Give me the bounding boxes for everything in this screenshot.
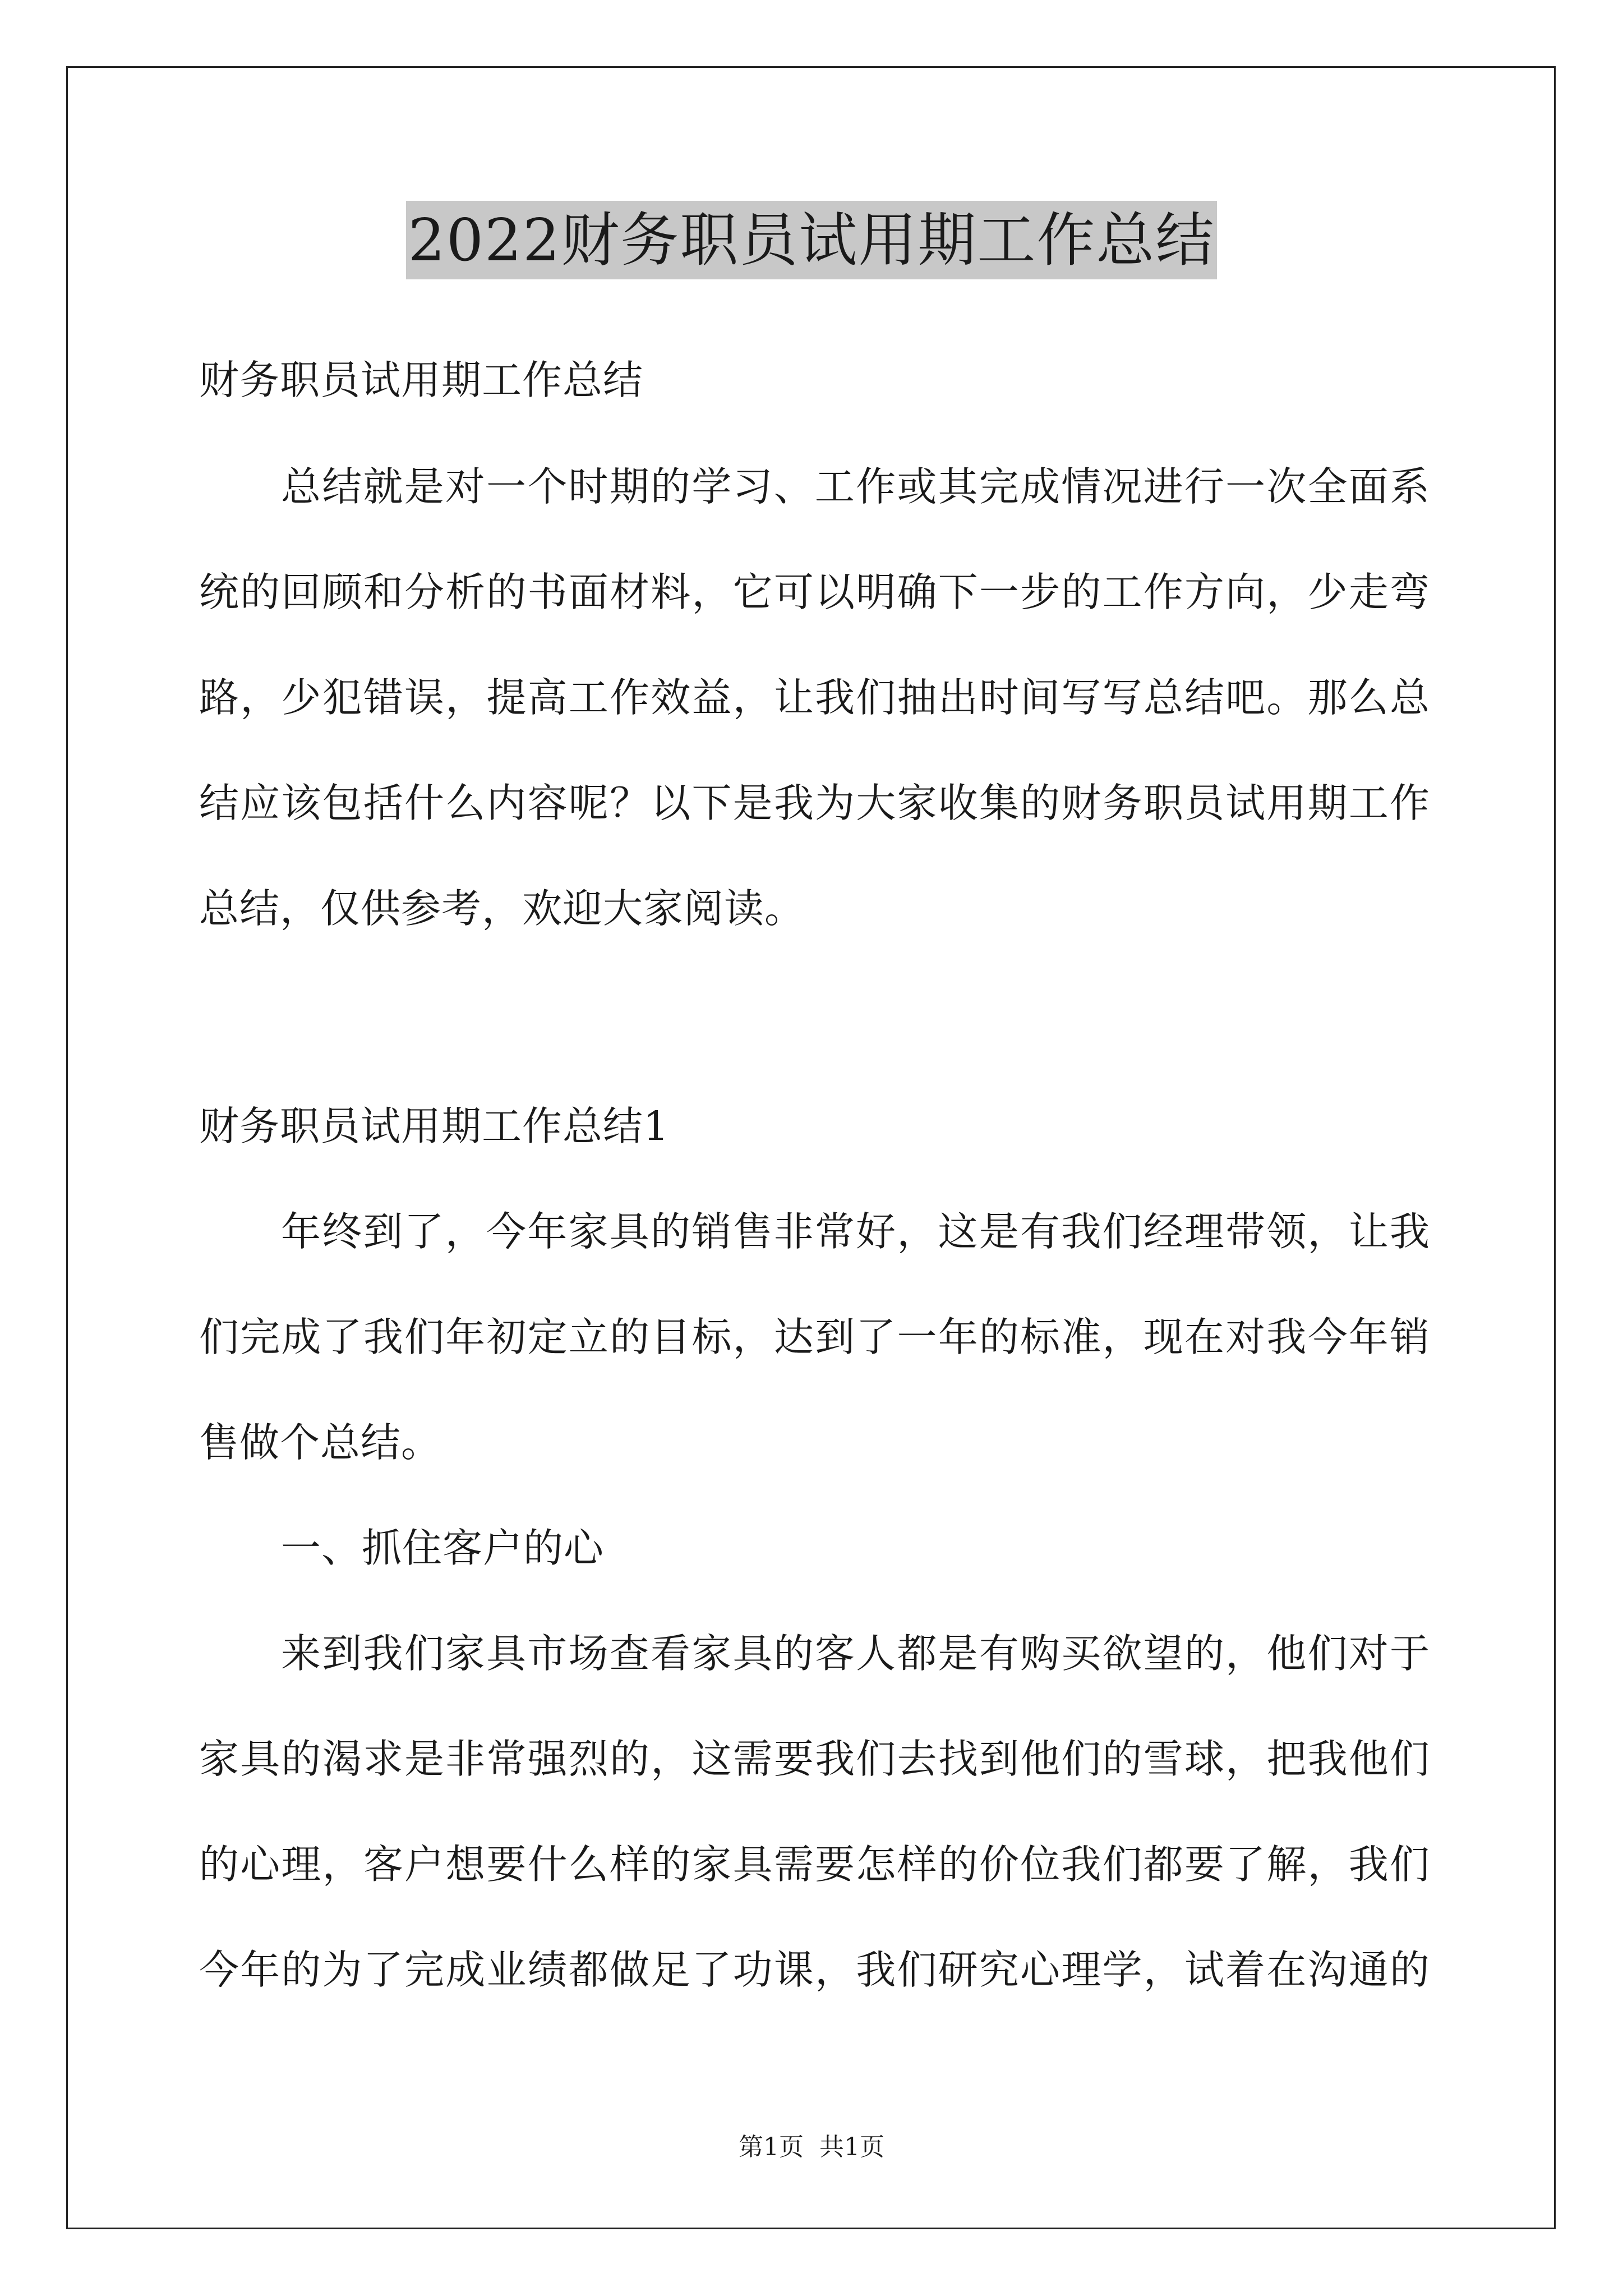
point-line: 的心理，客户想要什么样的家具需要怎样的价位我们都要了解，我们 [199, 1841, 1430, 1888]
section-heading: 财务职员试用期工作总结1 [199, 1103, 670, 1149]
intro-line: 总结就是对一个时期的学习、工作或其完成情况进行一次全面系 [281, 463, 1430, 510]
point-line: 家具的渴求是非常强烈的，这需要我们去找到他们的雪球，把我他们 [199, 1736, 1430, 1782]
intro-line: 总结，仅供参考，欢迎大家阅读。 [199, 885, 805, 932]
document-title: 2022财务职员试用期工作总结 [406, 201, 1218, 279]
page-total: 共1页 [819, 2133, 884, 2161]
section-line: 们完成了我们年初定立的目标，达到了一年的标准，现在对我今年销 [199, 1314, 1430, 1360]
point-line: 今年的为了完成业绩都做足了功课，我们研究心理学，试着在沟通的 [199, 1947, 1430, 1993]
subtitle: 财务职员试用期工作总结 [199, 357, 644, 403]
point-line: 来到我们家具市场查看家具的客人都是有购买欲望的，他们对于 [281, 1630, 1430, 1677]
page-footer [0, 2131, 1623, 2164]
intro-line: 统的回顾和分析的书面材料，它可以明确下一步的工作方向，少走弯 [199, 569, 1430, 615]
intro-line: 结应该包括什么内容呢？以下是我为大家收集的财务职员试用期工作 [199, 780, 1430, 826]
section-line: 年终到了，今年家具的销售非常好，这是有我们经理带领，让我 [281, 1208, 1430, 1255]
point-heading: 一、抓住客户的心 [281, 1525, 605, 1571]
title-container [0, 201, 1623, 279]
section-line: 售做个总结。 [199, 1419, 442, 1466]
intro-line: 路，少犯错误，提高工作效益，让我们抽出时间写写总结吧。那么总 [199, 674, 1430, 721]
page-number: 第1页 [739, 2133, 804, 2161]
